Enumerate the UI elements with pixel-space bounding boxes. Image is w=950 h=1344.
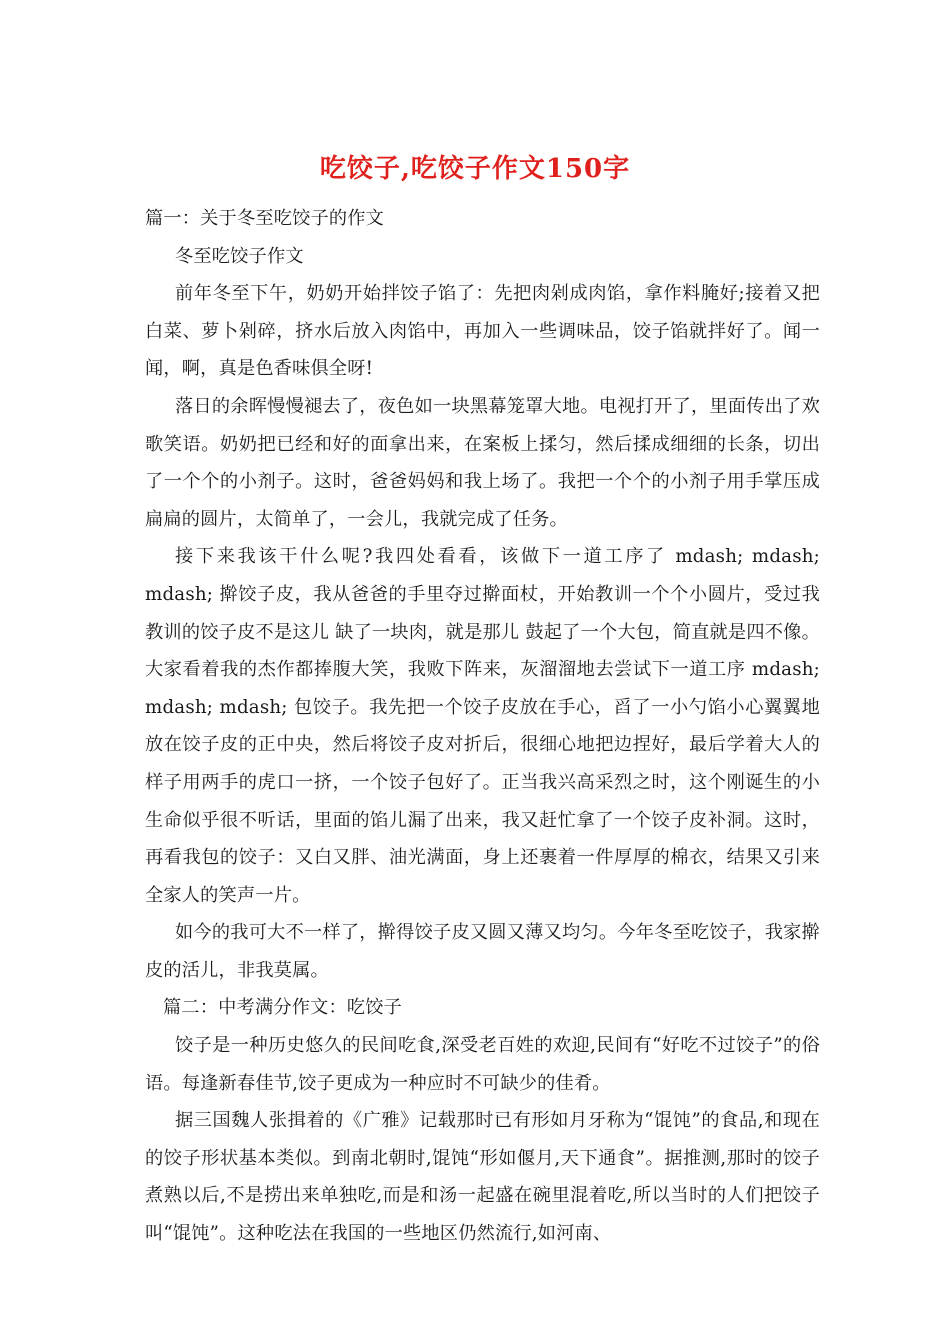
document-body (145, 200, 820, 1253)
section1-paragraph: 前年冬至下午，奶奶开始拌饺子馅了：先把肉剁成肉馅，拿作料腌好;接着又把白菜、萝卜剁碎，挤水后放入肉馅中，再加入一些调味品，饺子馅就拌好了。闻一闻，啊，真是色香味俱全呀! (145, 283, 820, 380)
document-title: 吃饺子,吃饺子作文150字 (319, 154, 631, 184)
section1-subtitle: 冬至吃饺子作文 (175, 245, 304, 267)
section1-paragraph: 落日的余晖慢慢褪去了，夜色如一块黑幕笼罩大地。电视打开了，里面传出了欢歌笑语。奶奶把已经和好的面拿出来，在案板上揉匀，然后揉成细细的长条，切出了一个个的小剂子。这时，爸爸妈妈和我上场了。我把一个个的小剂子用手掌压成扁扁的圆片，太简单了，一会儿，我就完成了任务。 (145, 395, 820, 530)
section1-paragraph: 如今的我可大不一样了，擀得饺子皮又圆又薄又均匀。今年冬至吃饺子，我家擀皮的活儿，非我莫属。 (145, 922, 820, 981)
section1-heading: 篇一：关于冬至吃饺子的作文 (145, 208, 385, 229)
section2-heading: 篇二：中考满分作文：吃饺子 (163, 997, 403, 1019)
section1-paragraph: 接下来我该干什么呢?我四处看看，该做下一道工序了 mdash; mdash; mdash; 擀饺子皮，我从爸爸的手里夺过擀面杖，开始教训一个个小圆片，受过我教训的饺子皮不是这儿 缺了一块肉，就是那儿 鼓起了一个大包，简直就是四不像。大家看着我的杰作都捧腹大笑，我败下阵来，灰溜溜地去尝试下一道工序 mdash; mdash; mdash; 包饺子。我先把一个饺子皮放在手心，舀了一小勺馅小心翼翼地放在饺子皮的正中央，然后将饺子皮对折后，很细心地把边捏好，最后学着大人的样子用两手的虎口一挤，一个饺子包好了。正当我兴高采烈之时，这个刚诞生的小生命似乎很不听话，里面的馅儿漏了出来，我又赶忙拿了一个饺子皮补洞。这时，再看我包的饺子：又白又胖、油光满面，身上还裹着一件厚厚的棉衣，结果又引来全家人的笑声一片。 (145, 546, 820, 906)
section2-paragraph: 饺子是一种历史悠久的民间吃食,深受老百姓的欢迎,民间有“好吃不过饺子”的俗语。每逢新春佳节,饺子更成为一种应时不可缺少的佳肴。 (145, 1035, 820, 1094)
section2-paragraph: 据三国魏人张揖着的《广雅》记载那时已有形如月牙称为“馄饨”的食品,和现在的饺子形状基本类似。到南北朝时,馄饨“形如偃月,天下通食”。据推测,那时的饺子煮熟以后,不是捞出来单独吃,而是和汤一起盛在碗里混着吃,所以当时的人们把饺子叫“馄饨”。这种吃法在我国的一些地区仍然流行,如河南、 (145, 1110, 820, 1245)
